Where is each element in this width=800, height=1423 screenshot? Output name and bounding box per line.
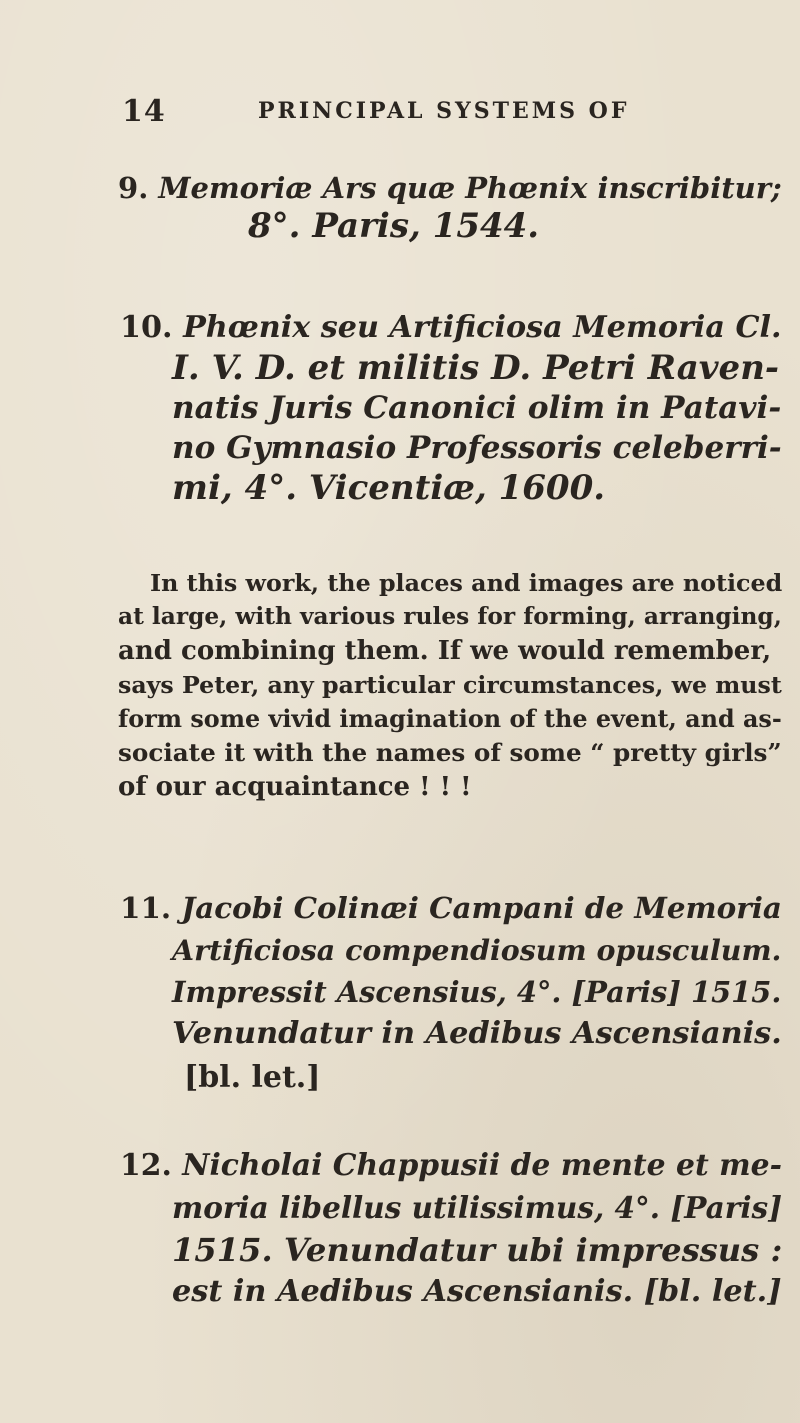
entry-number: 9. xyxy=(118,171,149,205)
entry-text: Impressit Ascensius, 4°. [Paris] 1515. xyxy=(172,975,782,1009)
entry-text: Jacobi Colinæi Campani de Memoria xyxy=(181,890,782,925)
entry-text: moria libellus utilissimus, 4°. [Paris] xyxy=(172,1190,783,1225)
entry-line xyxy=(172,1230,782,1270)
entry-text: 1515. Venundatur ubi impressus : xyxy=(172,1231,783,1269)
entry-line xyxy=(120,1146,782,1186)
entry-line xyxy=(172,1272,782,1312)
entry-line xyxy=(172,468,605,508)
running-title: PRINCIPAL SYSTEMS OF xyxy=(258,98,630,124)
entry-line xyxy=(172,388,781,428)
entry-line xyxy=(172,972,781,1012)
entry-number: 12. xyxy=(120,1148,172,1183)
entry-text: no Gymnasio Professoris celeberri- xyxy=(172,430,782,466)
entry-line xyxy=(120,308,782,348)
entry-line xyxy=(172,1014,782,1054)
entry-text: [bl. let.] xyxy=(184,1060,321,1095)
running-head xyxy=(0,94,800,134)
entry-line xyxy=(172,1188,782,1228)
entry-text: natis Juris Canonici olim in Patavi- xyxy=(172,390,782,426)
entry-text: I. V. D. et militis D. Petri Raven- xyxy=(172,348,780,388)
paragraph-line: says Peter, any particular circumstances, we must xyxy=(118,671,782,699)
entry-number: 11. xyxy=(120,890,172,925)
entry-line xyxy=(172,348,779,388)
entry-text: Phœnix seu Artificiosa Memoria Cl. xyxy=(183,310,782,345)
paragraph-line: at large, with various rules for forming, arranging, xyxy=(118,603,782,630)
entry-text: Venundatur in Aedibus Ascensianis. xyxy=(172,1016,782,1051)
entry-text: 8°. Paris, 1544. xyxy=(248,206,540,246)
page-number: 14 xyxy=(122,94,166,129)
paragraph-line: form some vivid imagination of the event, and as- xyxy=(118,705,782,733)
paragraph-line: sociate it with the names of some “ pretty girls” xyxy=(118,738,782,767)
paragraph-line: and combining them. If we would remember, xyxy=(118,636,772,666)
entry-text: Artificiosa compendiosum opusculum. xyxy=(172,933,782,967)
entry-text: Memoriæ Ars quæ Phœnix inscribitur; xyxy=(158,171,782,205)
entry-line xyxy=(118,168,782,208)
entry-line xyxy=(184,1056,320,1098)
entry-line xyxy=(120,888,782,928)
entry-number: 10. xyxy=(120,310,173,345)
entry-text: mi, 4°. Vicentiæ, 1600. xyxy=(172,468,606,508)
paragraph-line: of our acquaintance ! ! ! xyxy=(118,772,472,802)
entry-line xyxy=(248,206,539,246)
entry-line xyxy=(172,428,782,468)
entry-text: est in Aedibus Ascensianis. [bl. let.] xyxy=(172,1274,782,1309)
paragraph-line: In this work, the places and images are noticed xyxy=(150,569,783,597)
entry-text: Nicholai Chappusii de mente et me- xyxy=(182,1148,782,1183)
entry-line xyxy=(172,930,781,970)
